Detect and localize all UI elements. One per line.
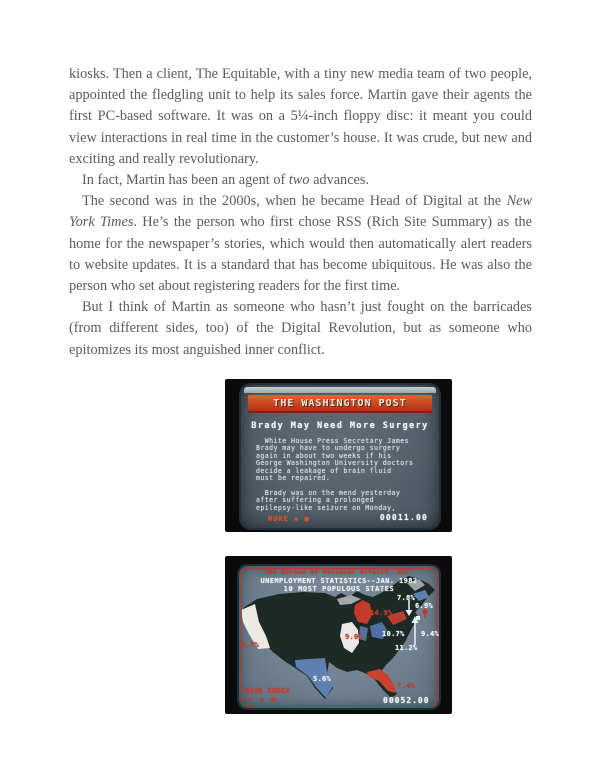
- map-value-label: 7.4%: [397, 682, 416, 690]
- map-title-line1: UNEMPLOYMENT STATISTICS--JAN. 1982: [260, 577, 418, 585]
- paragraph-3: The second was in the 2000s, when he became Head of Digital at the New York Times. He’s the person who first chose RSS (Rich Site Summary) as the home for the newspaper’s stories, which would then automatically alert readers to website updates. It is a standard that has become ubiquitous. He was also the person who set about registering readers for the first time.: [69, 193, 532, 295]
- map-value-label: 14.9%: [370, 609, 393, 617]
- teletext-page-number: 00011.00: [379, 513, 428, 522]
- more-symbols: ◆ ■: [294, 514, 310, 523]
- teletext-line: must be repaired.: [256, 473, 331, 482]
- teletext-line: Brady was on the mend yesterday: [256, 488, 401, 497]
- red-pin-dot: [422, 609, 427, 614]
- map-value-label: 9.4%: [421, 630, 439, 638]
- crt-reflection-strip: [244, 387, 436, 393]
- teletext-line: Brady may have to undergo surgery: [256, 444, 401, 453]
- teletext-headline: Brady May Need More Surgery: [251, 421, 429, 431]
- map-value-label: 7.8%: [397, 594, 416, 602]
- map-page-number: 00052.00: [383, 696, 430, 705]
- teletext-line: again in about two weeks if his: [256, 451, 392, 460]
- teletext-body: [241, 438, 439, 512]
- map-title-line2: 10 MOST POPULOUS STATES: [283, 585, 395, 593]
- pointer-flag: [416, 616, 420, 620]
- map-value-label: 10.7%: [382, 630, 405, 638]
- map-photo: [225, 556, 452, 714]
- map-source-line: The Bureau of National Affairs, Inc.: [264, 568, 414, 576]
- map-footer-label: MAIN INDEX: [245, 687, 290, 695]
- teletext-line: epilepsy-like seizure on Monday,: [256, 503, 396, 512]
- map-value-label: 6.9%: [415, 602, 434, 610]
- map-value-label: 9.0%: [345, 633, 364, 641]
- washington-post-banner: [248, 395, 432, 413]
- state-southeast-red: [367, 669, 396, 693]
- teletext-line: George Washington University doctors: [256, 459, 414, 468]
- map-crt-screen: [239, 566, 439, 708]
- banner-title: THE WASHINGTON POST: [273, 397, 407, 409]
- teletext-photo: [225, 379, 452, 532]
- body-text: [69, 64, 532, 361]
- teletext-line: White House Press Secretary James: [256, 437, 409, 445]
- map-value-label: 8.7%: [241, 641, 260, 649]
- map-value-label: 5.6%: [313, 675, 332, 683]
- paragraph-1: kiosks. Then a client, The Equitable, with a tiny new media team of two people, appointed the fledgling unit to help its sales force. Martin gave their agents the first PC-based software. It was on a 5¼-inch floppy disc: it meant you could view interactions in real time in the customer’s house. It was crude, but new and exciting and really revolutionary.: [69, 66, 532, 167]
- teletext-line: after suffering a prolonged: [256, 496, 374, 505]
- teletext-line: decide a leakage of brain fluid: [256, 466, 392, 475]
- teletext-crt-screen: [241, 385, 439, 528]
- more-label: MORE: [268, 514, 289, 523]
- paragraph-4: But I think of Martin as someone who hasn’t just fought on the barricades (from different sides, too) of the Digital Revolution, but as someone who epitomizes its most anguished inner conflict.: [69, 299, 532, 358]
- map-value-label: 11.2%: [395, 644, 418, 652]
- paragraph-2: In fact, Martin has been an agent of two advances.: [82, 172, 370, 189]
- map-footer-symbols: ◆ ◆ ■: [248, 695, 278, 703]
